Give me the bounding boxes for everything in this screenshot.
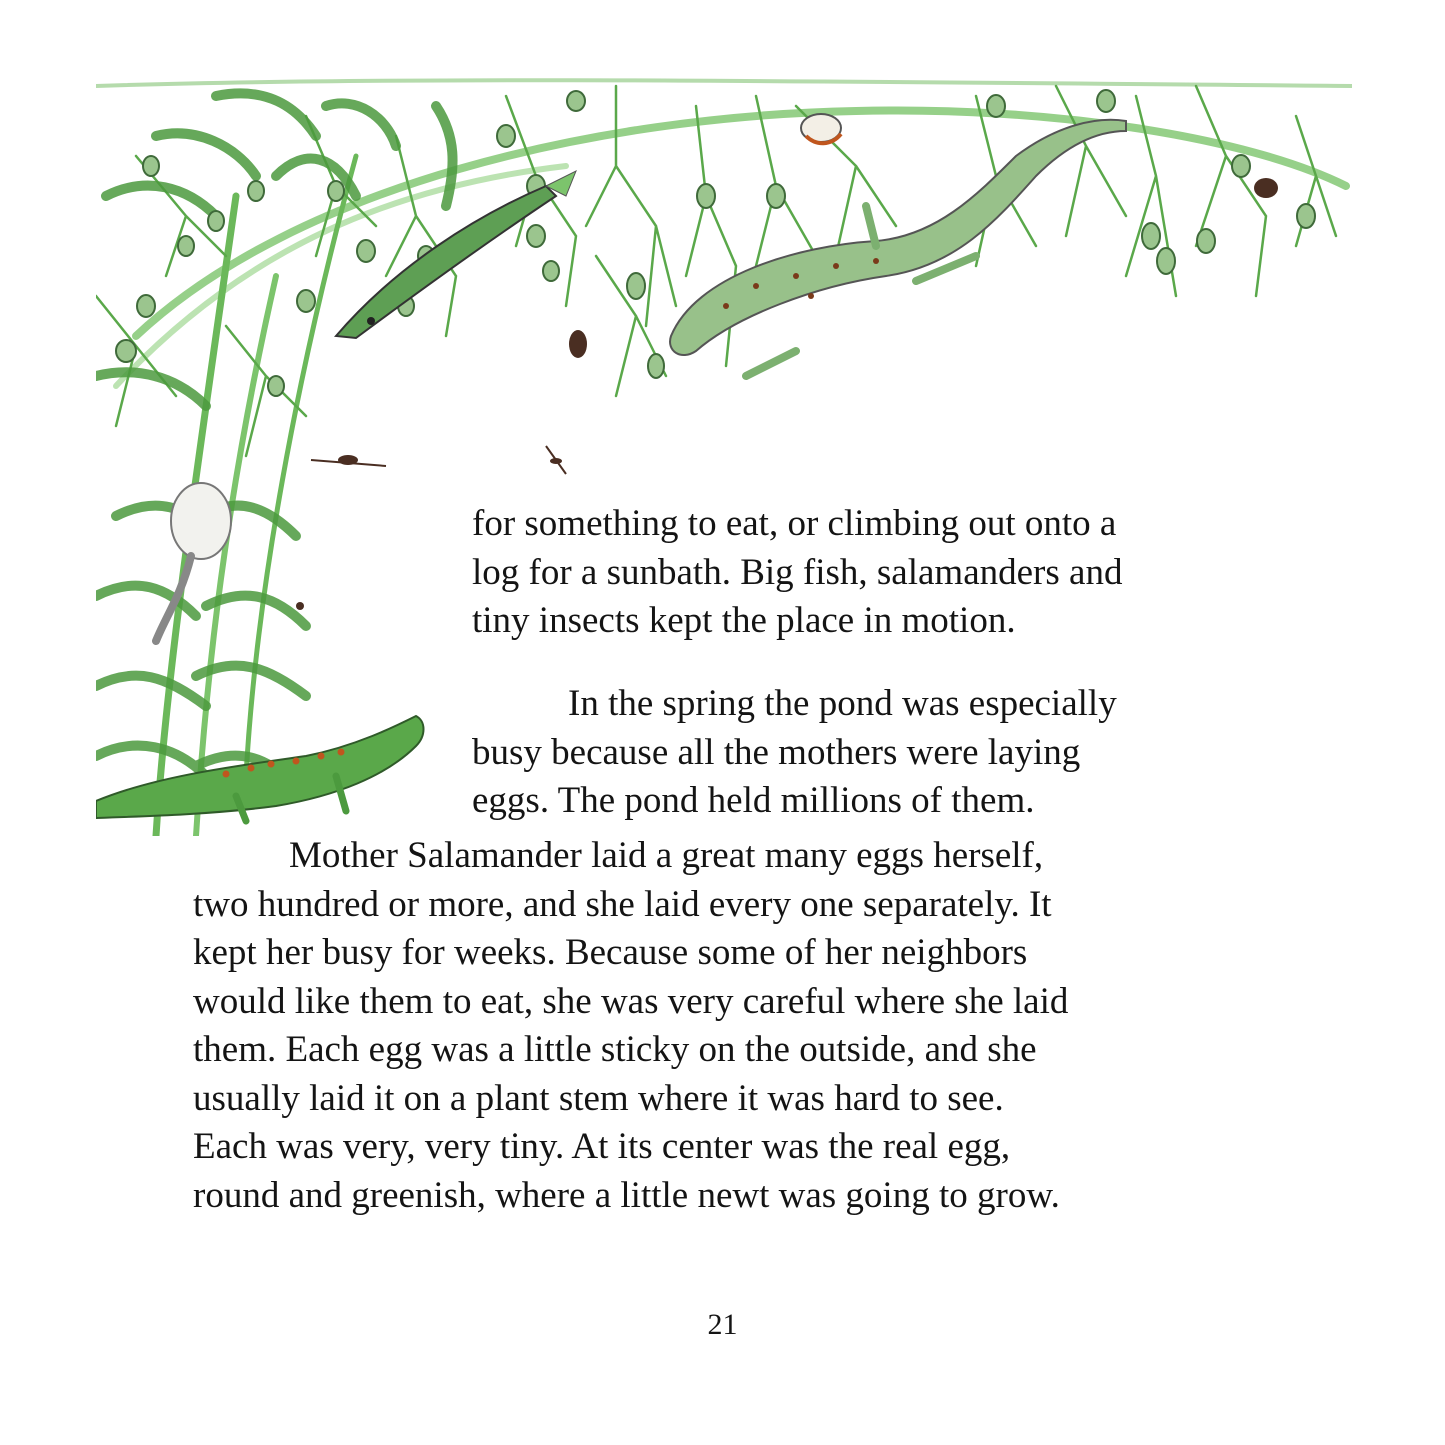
text-line: Mother Salamander laid a great many eggs herself, <box>289 835 1044 876</box>
paragraph-mother-salamander <box>193 832 1068 1220</box>
newt-bottom-drawing <box>96 716 424 821</box>
text-line: Each was very, very tiny. At its center was the real egg, <box>193 1126 1011 1167</box>
text-line: for something to eat, or climbing out onto a <box>472 503 1117 544</box>
text-line: kept her busy for weeks. Because some of her neighbors <box>193 932 1028 973</box>
text-line: them. Each egg was a little sticky on the outside, and she <box>193 1029 1037 1070</box>
text-line: would like them to eat, she was very careful where she laid <box>193 980 1069 1022</box>
page-number: 21 <box>707 1308 738 1341</box>
snail-drawing <box>801 114 841 143</box>
text-line: eggs. The pond held millions of them. <box>472 780 1035 821</box>
newt-top-drawing <box>670 120 1126 376</box>
text-line: In the spring the pond was especially <box>568 683 1117 724</box>
text-line: tiny insects kept the place in motion. <box>472 600 1016 641</box>
text-line: two hundred or more, and she laid every one separately. It <box>193 883 1052 925</box>
text-line: usually laid it on a plant stem where it was hard to see. <box>193 1077 1004 1119</box>
text-line: round and greenish, where a little newt was going to grow. <box>193 1174 1060 1216</box>
text-line: log for a sunbath. Big fish, salamanders and <box>472 551 1123 593</box>
paragraph-continuation <box>472 500 1122 646</box>
paragraph-spring <box>472 680 1117 826</box>
text-line: busy because all the mothers were laying <box>472 731 1081 773</box>
